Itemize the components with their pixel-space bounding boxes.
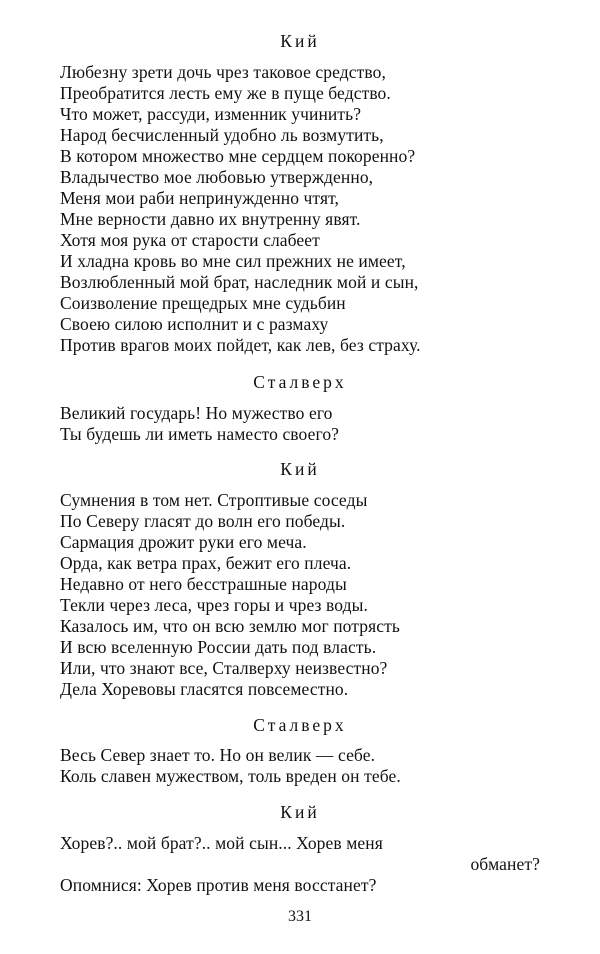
verse-line: Что может, рассуди, изменник учинить? [60, 104, 362, 124]
verse-line: И хладна кровь во мне сил прежних не имеет, [60, 251, 406, 271]
verse-line: Против врагов моих пойдет, как лев, без страху. [60, 335, 421, 355]
verse-line: И всю вселенную России дать под власть. [60, 637, 377, 657]
verse-line: Ты будешь ли иметь наместо своего? [60, 424, 340, 444]
verse-line: Сумнения в том нет. Строптивые соседы [60, 490, 368, 510]
verse-line: Орда, как ветра прах, бежит его плеча. [60, 553, 352, 573]
verse-line: Недавно от него бесстрашные народы [60, 574, 347, 594]
speaker-name: Сталверх [253, 372, 347, 392]
verse-line: Великий государь! Но мужество его [60, 403, 333, 423]
verse-line: Преобратится лесть ему же в пуще бедство. [60, 83, 391, 103]
verse-line: Хорев?.. мой брат?.. мой сын... Хорев меня [60, 833, 383, 853]
verse-line: Меня мои раби непринужденно чтят, [60, 188, 340, 208]
speaker-name: Кий [280, 802, 320, 822]
verse-line: Мне верности давно их внутренну явят. [60, 209, 361, 229]
verse-line: Хотя моя рука от старости слабеет [60, 230, 320, 250]
verse-line: Своею силою исполнит и с размаху [60, 314, 329, 334]
page-number: 331 [288, 908, 312, 925]
speaker-name: Кий [280, 31, 320, 51]
verse-line: Сармация дрожит руки его меча. [60, 532, 307, 552]
verse-line: Казалось им, что он всю землю мог потрясть [60, 616, 400, 636]
verse-line: Коль славен мужеством, толь вреден он тебе. [60, 766, 401, 786]
speaker-name: Кий [280, 459, 320, 479]
verse-line: Соизволение прещедрых мне судьбин [60, 293, 346, 313]
verse-line: Возлюбленный мой брат, наследник мой и сын, [60, 272, 419, 292]
verse-line: Любезну зрети дочь чрез таковое средство, [60, 62, 386, 82]
verse-line: В котором множество мне сердцем покоренно? [60, 146, 416, 166]
verse-line: Текли через леса, чрез горы и чрез воды. [60, 595, 368, 615]
verse-line: По Северу гласят до волн его победы. [60, 511, 346, 531]
verse-line: Владычество мое любовью утвержденно, [60, 167, 374, 187]
verse-line: Весь Север знает то. Но он велик — себе. [60, 745, 376, 765]
verse-line: Народ бесчисленный удобно ль возмутить, [60, 125, 384, 145]
verse-line: Опомнися: Хорев против меня восстанет? [60, 875, 377, 895]
verse-line-continuation: обманет? [470, 854, 540, 874]
verse-line: Или, что знают все, Сталверху неизвестно? [60, 658, 388, 678]
speaker-name: Сталверх [253, 715, 347, 735]
verse-line: Дела Хоревовы гласятся повсеместно. [60, 679, 349, 699]
